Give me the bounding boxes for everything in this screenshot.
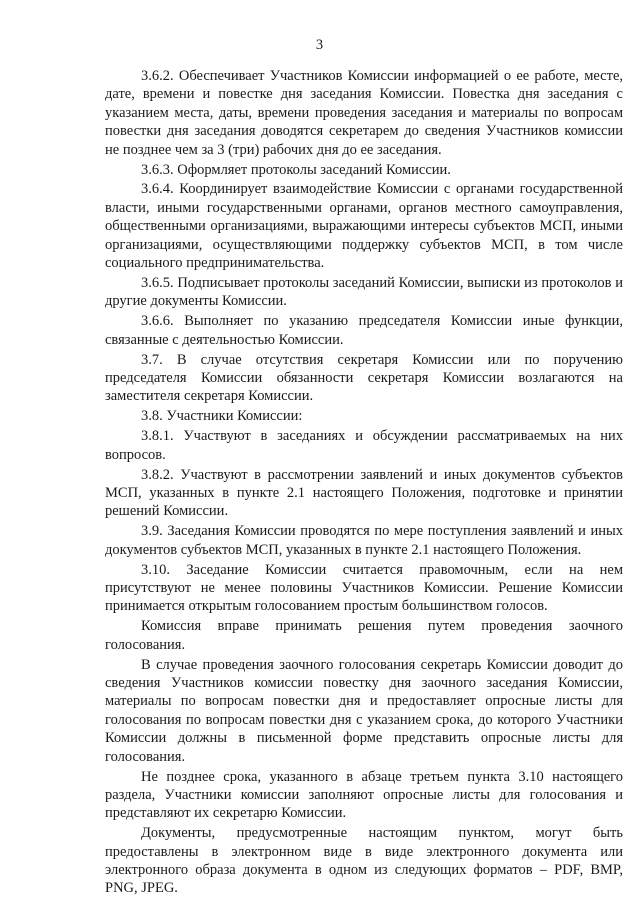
paragraph-3-6-4: 3.6.4. Координирует взаимодействие Комиссии с органами государственной власти, иными государственными органами, органов местного самоуправления, общественными организациями, выражающими интересы субъектов МСП, иными организациями, осуществляющими поддержку субъектов МСП, в том числе социального предпринимательства. xyxy=(105,181,623,272)
paragraph-3-8-1: 3.8.1. Участвуют в заседаниях и обсуждении рассматриваемых на них вопросов. xyxy=(105,428,623,463)
paragraph-3-8-2: 3.8.2. Участвуют в рассмотрении заявлений и иных документов субъектов МСП, указанных в пункте 2.1 настоящего Положения, подготовке и принятии решений Комиссии. xyxy=(105,466,623,520)
paragraph-3-6-5: 3.6.5. Подписывает протоколы заседаний Комиссии, выписки из протоколов и другие документы Комиссии. xyxy=(105,274,623,310)
paragraph-3-8: 3.8. Участники Комиссии: xyxy=(141,408,303,425)
document-body xyxy=(105,67,623,898)
paragraph-absentee-procedure: В случае проведения заочного голосования секретарь Комиссии доводит до сведения Участников комиссии повестку дня заочного заседания Комиссии, материалы по вопросам повестки дня и предоставляет опросные листы для голосования по вопросам повестки дня с указанием срока, до которого Участники Комиссии должны в письменной форме представить опросные листы для голосования. xyxy=(105,656,623,765)
page-number: 3 xyxy=(315,37,324,53)
paragraph-3-6-3: 3.6.3. Оформляет протоколы заседаний Комиссии. xyxy=(141,161,451,178)
paragraph-3-7: 3.7. В случае отсутствия секретаря Комиссии или по поручению председателя Комиссии обязанности секретаря Комиссии возлагаются на заместителя секретаря Комиссии. xyxy=(105,351,623,405)
paragraph-document-formats: Документы, предусмотренные настоящим пунктом, могут быть предоставлены в электронном виде в виде электронного документа или электронного образа документа в одном из следующих форматов – PDF, BMP, PNG, JPEG. xyxy=(105,825,623,897)
paragraph-3-9: 3.9. Заседания Комиссии проводятся по мере поступления заявлений и иных документов субъектов МСП, указанных в пункте 2.1 настоящего Положения. xyxy=(105,523,623,558)
paragraph-absentee-voting: Комиссия вправе принимать решения путем проведения заочного голосования. xyxy=(105,618,623,653)
paragraph-absentee-deadline: Не позднее срока, указанного в абзаце третьем пункта 3.10 настоящего раздела, Участники комиссии заполняют опросные листы для голосования и представляют их секретарю Комиссии. xyxy=(105,768,623,822)
paragraph-3-6-6: 3.6.6. Выполняет по указанию председателя Комиссии иные функции, связанные с деятельностью Комиссии. xyxy=(105,313,623,348)
paragraph-3-6-2: 3.6.2. Обеспечивает Участников Комиссии информацией о ее работе, месте, дате, времени и повестке дня заседания Комиссии. Повестка дня заседания с указанием места, даты, времени проведения заседания и материалы по вопросам повестки дня заседания доводятся секретарем до сведения Участников комиссии не позднее чем за 3 (три) рабочих дня до ее заседания. xyxy=(105,68,623,158)
paragraph-3-10: 3.10. Заседание Комиссии считается правомочным, если на нем присутствуют не менее половины Участников Комиссии. Решение Комиссии принимается открытым голосованием простым большинством голосов. xyxy=(105,561,623,615)
